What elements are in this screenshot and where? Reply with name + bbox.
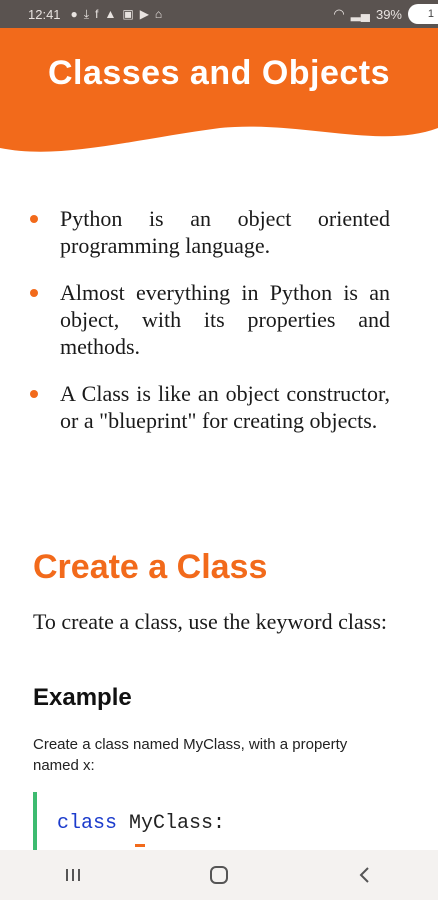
list-item — [30, 279, 390, 360]
battery-level: 39% — [375, 6, 402, 22]
back-icon — [358, 866, 372, 884]
home-icon — [209, 865, 229, 885]
list-item — [30, 205, 390, 259]
page-title: Classes and Objects — [47, 54, 391, 92]
code-line — [57, 812, 225, 835]
recent-apps-icon — [64, 867, 82, 883]
notification-badge[interactable] — [408, 4, 438, 24]
list-item — [30, 380, 390, 434]
facebook-icon: f — [95, 6, 99, 21]
wifi-icon: ◠ — [333, 6, 345, 21]
bullet-icon — [30, 289, 38, 297]
image-icon: ▣ — [122, 6, 134, 21]
bullet-text: A Class is like an object constructor, or a "blueprint" for creating objects. — [60, 381, 390, 433]
android-icon: ⌂ — [154, 6, 163, 21]
status-right — [333, 4, 432, 24]
bullet-text: Python is an object oriented programming language. — [60, 206, 390, 258]
code-block — [33, 792, 437, 852]
badge-count: 1 — [427, 8, 434, 20]
alert-icon: ▲ — [104, 6, 117, 21]
bullet-icon — [30, 390, 38, 398]
system-nav-bar — [0, 850, 438, 900]
header — [0, 0, 438, 160]
example-heading: Example — [33, 684, 132, 711]
code-partial-line — [135, 844, 145, 847]
status-time: 12:41 — [28, 6, 61, 22]
bullet-icon — [30, 215, 38, 223]
status-bar — [0, 0, 438, 28]
bullet-list — [30, 205, 390, 454]
example-description: Create a class named MyClass, with a property named x: — [33, 736, 348, 774]
notification-icons — [71, 7, 163, 22]
recent-apps-button[interactable] — [43, 855, 103, 895]
section-title: Create a Class — [33, 548, 268, 586]
code-keyword: class — [57, 812, 118, 835]
back-button[interactable] — [335, 855, 395, 895]
section-intro: To create a class, use the keyword class: — [33, 609, 387, 634]
bullet-text: Almost everything in Python is an object, with its properties and methods. — [60, 280, 390, 359]
youtube-icon: ▶ — [139, 6, 149, 21]
download-icon: ⤓ — [83, 6, 90, 21]
code-text: MyClass: — [117, 812, 226, 835]
signal-icon: ▂▄ — [350, 6, 370, 21]
home-button[interactable] — [189, 855, 249, 895]
message-icon: ● — [70, 6, 78, 21]
